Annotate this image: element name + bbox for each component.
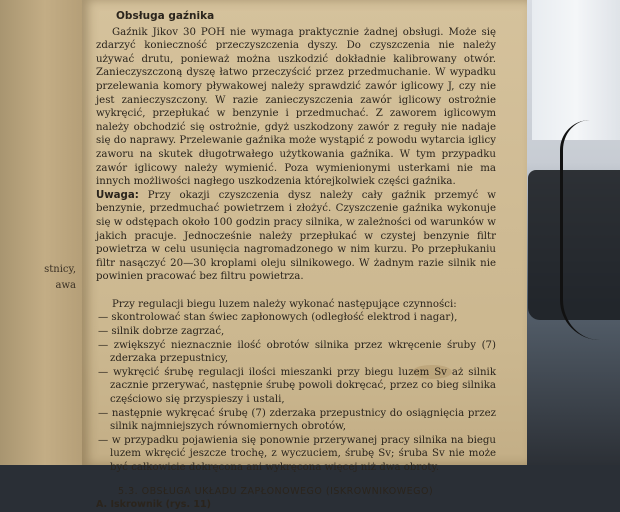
left-page-text xyxy=(6,262,76,294)
spacer xyxy=(96,284,496,298)
subsection-heading: A. Iskrownik (rys. 11) xyxy=(96,499,211,511)
left-page-line: awa xyxy=(55,280,76,291)
paragraph-idle-regulation: Przy regulacji biegu luzem należy wykonać następujące czynności: xyxy=(112,298,457,310)
paragraph-carburetor-maintenance: Gaźnik Jikov 30 POH nie wymaga praktycznie żadnej obsługi. Może się zdarzyć konieczność przeczyszczenia dyszy. Do czyszczenia nie należy używać drutu, ponieważ można uszkodzić dokładnie kalibrowany otwór. Zanieczyszczoną dyszę łatwo przeczyścić przez przedmuchanie. W wypadku przelewania komory pływakowej należy sprawdzić zawór iglicowy J, czy nie jest zanieczyszczony. W razie zanieczyszczenia zawór iglicowy ostrożnie wykręcić, przepłukać w benzynie i przedmuchać. Z zaworem iglicowym należy obchodzić się ostrożnie, gdyż uszkodzony zawór z reguły nie nadaje się do naprawy. Przelewanie gaźnika może wystąpić z powodu wytarcia iglicy zaworu na skutek długotrwałego użytkowania gaźnika. W tym przypadku zawór iglicowy należy wymienić. Poza wymienionymi usterkami nie ma innych możliwości nagłego uszkodzenia którejkolwiek części gaźnika. xyxy=(96,26,496,188)
note-paragraph xyxy=(96,189,496,284)
left-page xyxy=(0,0,82,465)
background-cable xyxy=(560,120,603,340)
left-page-line: stnicy, xyxy=(44,264,76,275)
list-item: — w przypadku pojawienia się ponownie przerywanej pracy silnika na biegu luzem wkręcić jeszcze trochę, z wyczuciem, śrubę Sv; śruba Sv nie może być całkowicie dokręcona ani wykręcona więcej niż dwa obroty. xyxy=(98,434,496,473)
note-text: Przy okazji czyszczenia dysz należy cały gaźnik przemyć w benzynie, przedmuchać powietrzem i złożyć. Czyszczenie gaźnika wykonuje się w odstępach około 100 godzin pracy silnika, w zależności od warunków w jakich pracuje. Jednocześnie należy przepłukać w czystej benzynie filtr powietrza w celu usunięcia nagromadzonego w nim kurzu. Po przepłukaniu filtr nasączyć 20—30 kroplami oleju silnikowego. W żadnym razie silnik nie powinien pracować bez filtru powietrza. xyxy=(96,189,496,283)
section-title: Obsługa gaźnika xyxy=(116,10,215,22)
page-text xyxy=(96,10,496,512)
list-item: — zwiększyć nieznacznie ilość obrotów silnika przez wkręcenie śruby (7) zderzaka przepustnicy, xyxy=(98,339,496,365)
note-label: Uwaga: xyxy=(96,189,139,201)
steps-list xyxy=(96,311,496,474)
section-heading-ignition: 5.3. OBSŁUGA UKŁADU ZAPŁONOWEGO (ISKROWNIKOWEGO) xyxy=(118,485,434,497)
list-item: — skontrolować stan świec zapłonowych (odległość elektrod i nagar), xyxy=(98,312,458,324)
list-item: — następnie wykręcać śrubę (7) zderzaka przepustnicy do osiągnięcia przez silnik najmniejszych równomiernych obrotów, xyxy=(98,407,496,433)
background-window xyxy=(532,0,620,140)
list-item: — silnik dobrze zagrzać, xyxy=(98,326,225,338)
list-item: — wykręcić śrubę regulacji ilości mieszanki przy biegu luzem Sv aż silnik zacznie przerywać, następnie śrubę powoli dokręcać, przez co bieg silnika częściowo się przyspieszy i ustali, xyxy=(98,366,496,406)
main-page xyxy=(82,0,527,511)
